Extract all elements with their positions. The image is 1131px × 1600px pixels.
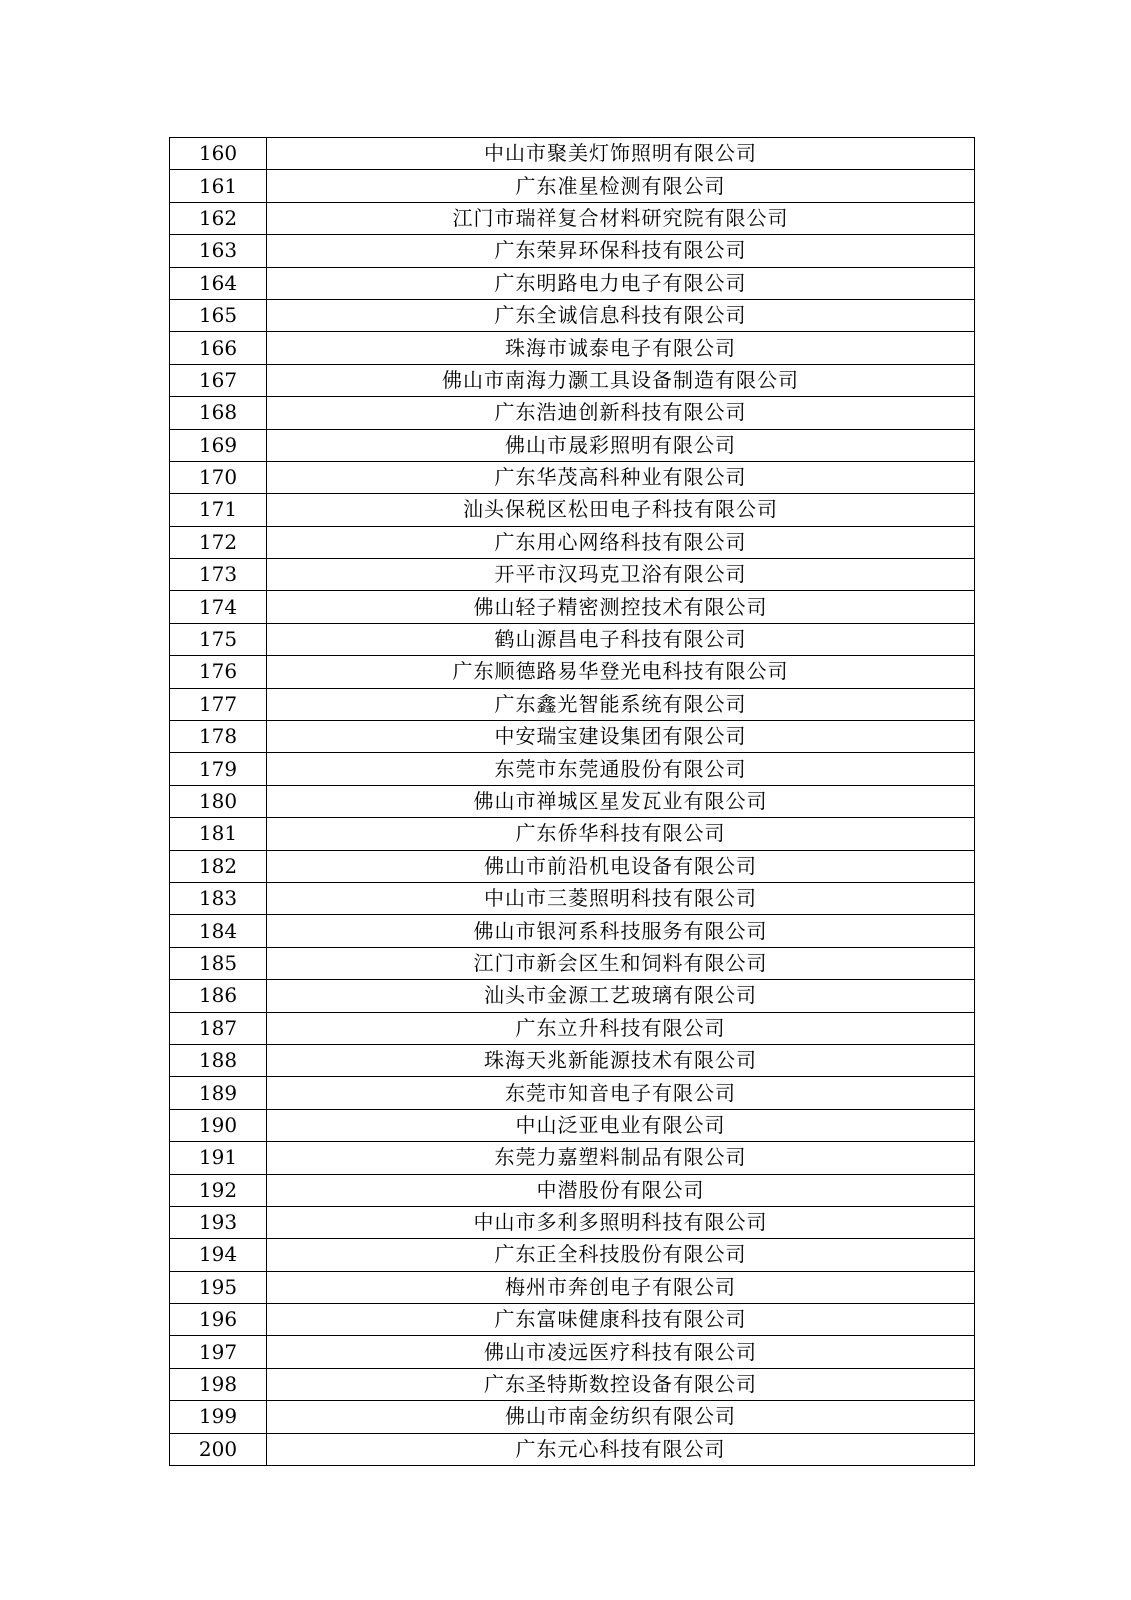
table-row xyxy=(170,1077,975,1109)
row-number-cell: 175 xyxy=(170,623,267,655)
row-number-cell: 199 xyxy=(170,1401,267,1433)
company-name-cell: 东莞市知音电子有限公司 xyxy=(267,1077,975,1109)
table-row xyxy=(170,299,975,331)
company-name-cell: 广东立升科技有限公司 xyxy=(267,1012,975,1044)
company-name-cell: 佛山市银河系科技服务有限公司 xyxy=(267,915,975,947)
company-name-cell: 江门市新会区生和饲料有限公司 xyxy=(267,947,975,979)
table-row xyxy=(170,785,975,817)
table-row xyxy=(170,1401,975,1433)
company-name-cell: 中山市三菱照明科技有限公司 xyxy=(267,882,975,914)
table-row xyxy=(170,1109,975,1141)
table-row xyxy=(170,915,975,947)
row-number-cell: 186 xyxy=(170,980,267,1012)
table-row xyxy=(170,494,975,526)
row-number-cell: 200 xyxy=(170,1433,267,1465)
company-name-cell: 开平市汉玛克卫浴有限公司 xyxy=(267,559,975,591)
company-name-cell: 广东元心科技有限公司 xyxy=(267,1433,975,1465)
row-number-cell: 189 xyxy=(170,1077,267,1109)
company-name-cell: 鹤山源昌电子科技有限公司 xyxy=(267,623,975,655)
table-row xyxy=(170,461,975,493)
row-number-cell: 192 xyxy=(170,1174,267,1206)
row-number-cell: 193 xyxy=(170,1206,267,1238)
table-row xyxy=(170,559,975,591)
company-name-cell: 广东准星检测有限公司 xyxy=(267,170,975,202)
company-name-cell: 佛山轻子精密测控技术有限公司 xyxy=(267,591,975,623)
company-name-cell: 佛山市晟彩照明有限公司 xyxy=(267,429,975,461)
row-number-cell: 170 xyxy=(170,461,267,493)
company-name-cell: 东莞力嘉塑料制品有限公司 xyxy=(267,1142,975,1174)
company-name-cell: 中安瑞宝建设集团有限公司 xyxy=(267,721,975,753)
table-row xyxy=(170,1336,975,1368)
table-row xyxy=(170,1174,975,1206)
company-name-cell: 江门市瑞祥复合材料研究院有限公司 xyxy=(267,202,975,234)
row-number-cell: 191 xyxy=(170,1142,267,1174)
table-row xyxy=(170,947,975,979)
company-name-cell: 佛山市前沿机电设备有限公司 xyxy=(267,850,975,882)
company-name-cell: 汕头市金源工艺玻璃有限公司 xyxy=(267,980,975,1012)
company-name-cell: 广东用心网络科技有限公司 xyxy=(267,526,975,558)
row-number-cell: 180 xyxy=(170,785,267,817)
row-number-cell: 187 xyxy=(170,1012,267,1044)
company-name-cell: 佛山市南海力灏工具设备制造有限公司 xyxy=(267,364,975,396)
row-number-cell: 195 xyxy=(170,1271,267,1303)
table-row xyxy=(170,882,975,914)
company-name-cell: 佛山市禅城区星发瓦业有限公司 xyxy=(267,785,975,817)
row-number-cell: 182 xyxy=(170,850,267,882)
table-row xyxy=(170,332,975,364)
row-number-cell: 197 xyxy=(170,1336,267,1368)
row-number-cell: 185 xyxy=(170,947,267,979)
company-name-cell: 广东全诚信息科技有限公司 xyxy=(267,299,975,331)
company-name-cell: 珠海市诚泰电子有限公司 xyxy=(267,332,975,364)
row-number-cell: 161 xyxy=(170,170,267,202)
company-list-table xyxy=(169,137,975,1466)
table-row xyxy=(170,1206,975,1238)
company-name-cell: 广东明路电力电子有限公司 xyxy=(267,267,975,299)
table-row xyxy=(170,235,975,267)
row-number-cell: 181 xyxy=(170,818,267,850)
row-number-cell: 179 xyxy=(170,753,267,785)
table-row xyxy=(170,1304,975,1336)
row-number-cell: 169 xyxy=(170,429,267,461)
row-number-cell: 174 xyxy=(170,591,267,623)
company-name-cell: 珠海天兆新能源技术有限公司 xyxy=(267,1044,975,1076)
company-name-cell: 广东华茂高科种业有限公司 xyxy=(267,461,975,493)
company-name-cell: 广东富味健康科技有限公司 xyxy=(267,1304,975,1336)
table-row xyxy=(170,721,975,753)
company-name-cell: 中潜股份有限公司 xyxy=(267,1174,975,1206)
table-row xyxy=(170,1239,975,1271)
row-number-cell: 164 xyxy=(170,267,267,299)
company-name-cell: 东莞市东莞通股份有限公司 xyxy=(267,753,975,785)
table-row xyxy=(170,1044,975,1076)
company-name-cell: 汕头保税区松田电子科技有限公司 xyxy=(267,494,975,526)
table-row xyxy=(170,688,975,720)
row-number-cell: 198 xyxy=(170,1368,267,1400)
table-row xyxy=(170,980,975,1012)
table-row xyxy=(170,267,975,299)
row-number-cell: 173 xyxy=(170,559,267,591)
row-number-cell: 177 xyxy=(170,688,267,720)
row-number-cell: 171 xyxy=(170,494,267,526)
table-row xyxy=(170,1271,975,1303)
table-row xyxy=(170,1368,975,1400)
row-number-cell: 165 xyxy=(170,299,267,331)
company-name-cell: 广东顺德路易华登光电科技有限公司 xyxy=(267,656,975,688)
table-row xyxy=(170,1433,975,1465)
table-row xyxy=(170,623,975,655)
table-row xyxy=(170,753,975,785)
table-row xyxy=(170,1142,975,1174)
table-row xyxy=(170,364,975,396)
company-name-cell: 广东浩迪创新科技有限公司 xyxy=(267,397,975,429)
row-number-cell: 176 xyxy=(170,656,267,688)
company-name-cell: 佛山市南金纺织有限公司 xyxy=(267,1401,975,1433)
row-number-cell: 166 xyxy=(170,332,267,364)
row-number-cell: 168 xyxy=(170,397,267,429)
company-name-cell: 中山泛亚电业有限公司 xyxy=(267,1109,975,1141)
row-number-cell: 162 xyxy=(170,202,267,234)
table-row xyxy=(170,138,975,170)
row-number-cell: 183 xyxy=(170,882,267,914)
row-number-cell: 194 xyxy=(170,1239,267,1271)
table-row xyxy=(170,170,975,202)
company-name-cell: 广东正全科技股份有限公司 xyxy=(267,1239,975,1271)
row-number-cell: 163 xyxy=(170,235,267,267)
company-name-cell: 广东圣特斯数控设备有限公司 xyxy=(267,1368,975,1400)
company-name-cell: 梅州市奔创电子有限公司 xyxy=(267,1271,975,1303)
company-name-cell: 中山市聚美灯饰照明有限公司 xyxy=(267,138,975,170)
company-list-body xyxy=(170,138,975,1466)
row-number-cell: 190 xyxy=(170,1109,267,1141)
company-name-cell: 佛山市凌远医疗科技有限公司 xyxy=(267,1336,975,1368)
table-row xyxy=(170,818,975,850)
table-row xyxy=(170,526,975,558)
row-number-cell: 188 xyxy=(170,1044,267,1076)
company-name-cell: 广东侨华科技有限公司 xyxy=(267,818,975,850)
row-number-cell: 184 xyxy=(170,915,267,947)
company-name-cell: 中山市多利多照明科技有限公司 xyxy=(267,1206,975,1238)
table-row xyxy=(170,202,975,234)
table-row xyxy=(170,1012,975,1044)
row-number-cell: 160 xyxy=(170,138,267,170)
row-number-cell: 196 xyxy=(170,1304,267,1336)
table-row xyxy=(170,850,975,882)
table-row xyxy=(170,591,975,623)
table-row xyxy=(170,397,975,429)
table-row xyxy=(170,656,975,688)
company-name-cell: 广东鑫光智能系统有限公司 xyxy=(267,688,975,720)
row-number-cell: 167 xyxy=(170,364,267,396)
row-number-cell: 178 xyxy=(170,721,267,753)
company-name-cell: 广东荣昇环保科技有限公司 xyxy=(267,235,975,267)
table-row xyxy=(170,429,975,461)
row-number-cell: 172 xyxy=(170,526,267,558)
